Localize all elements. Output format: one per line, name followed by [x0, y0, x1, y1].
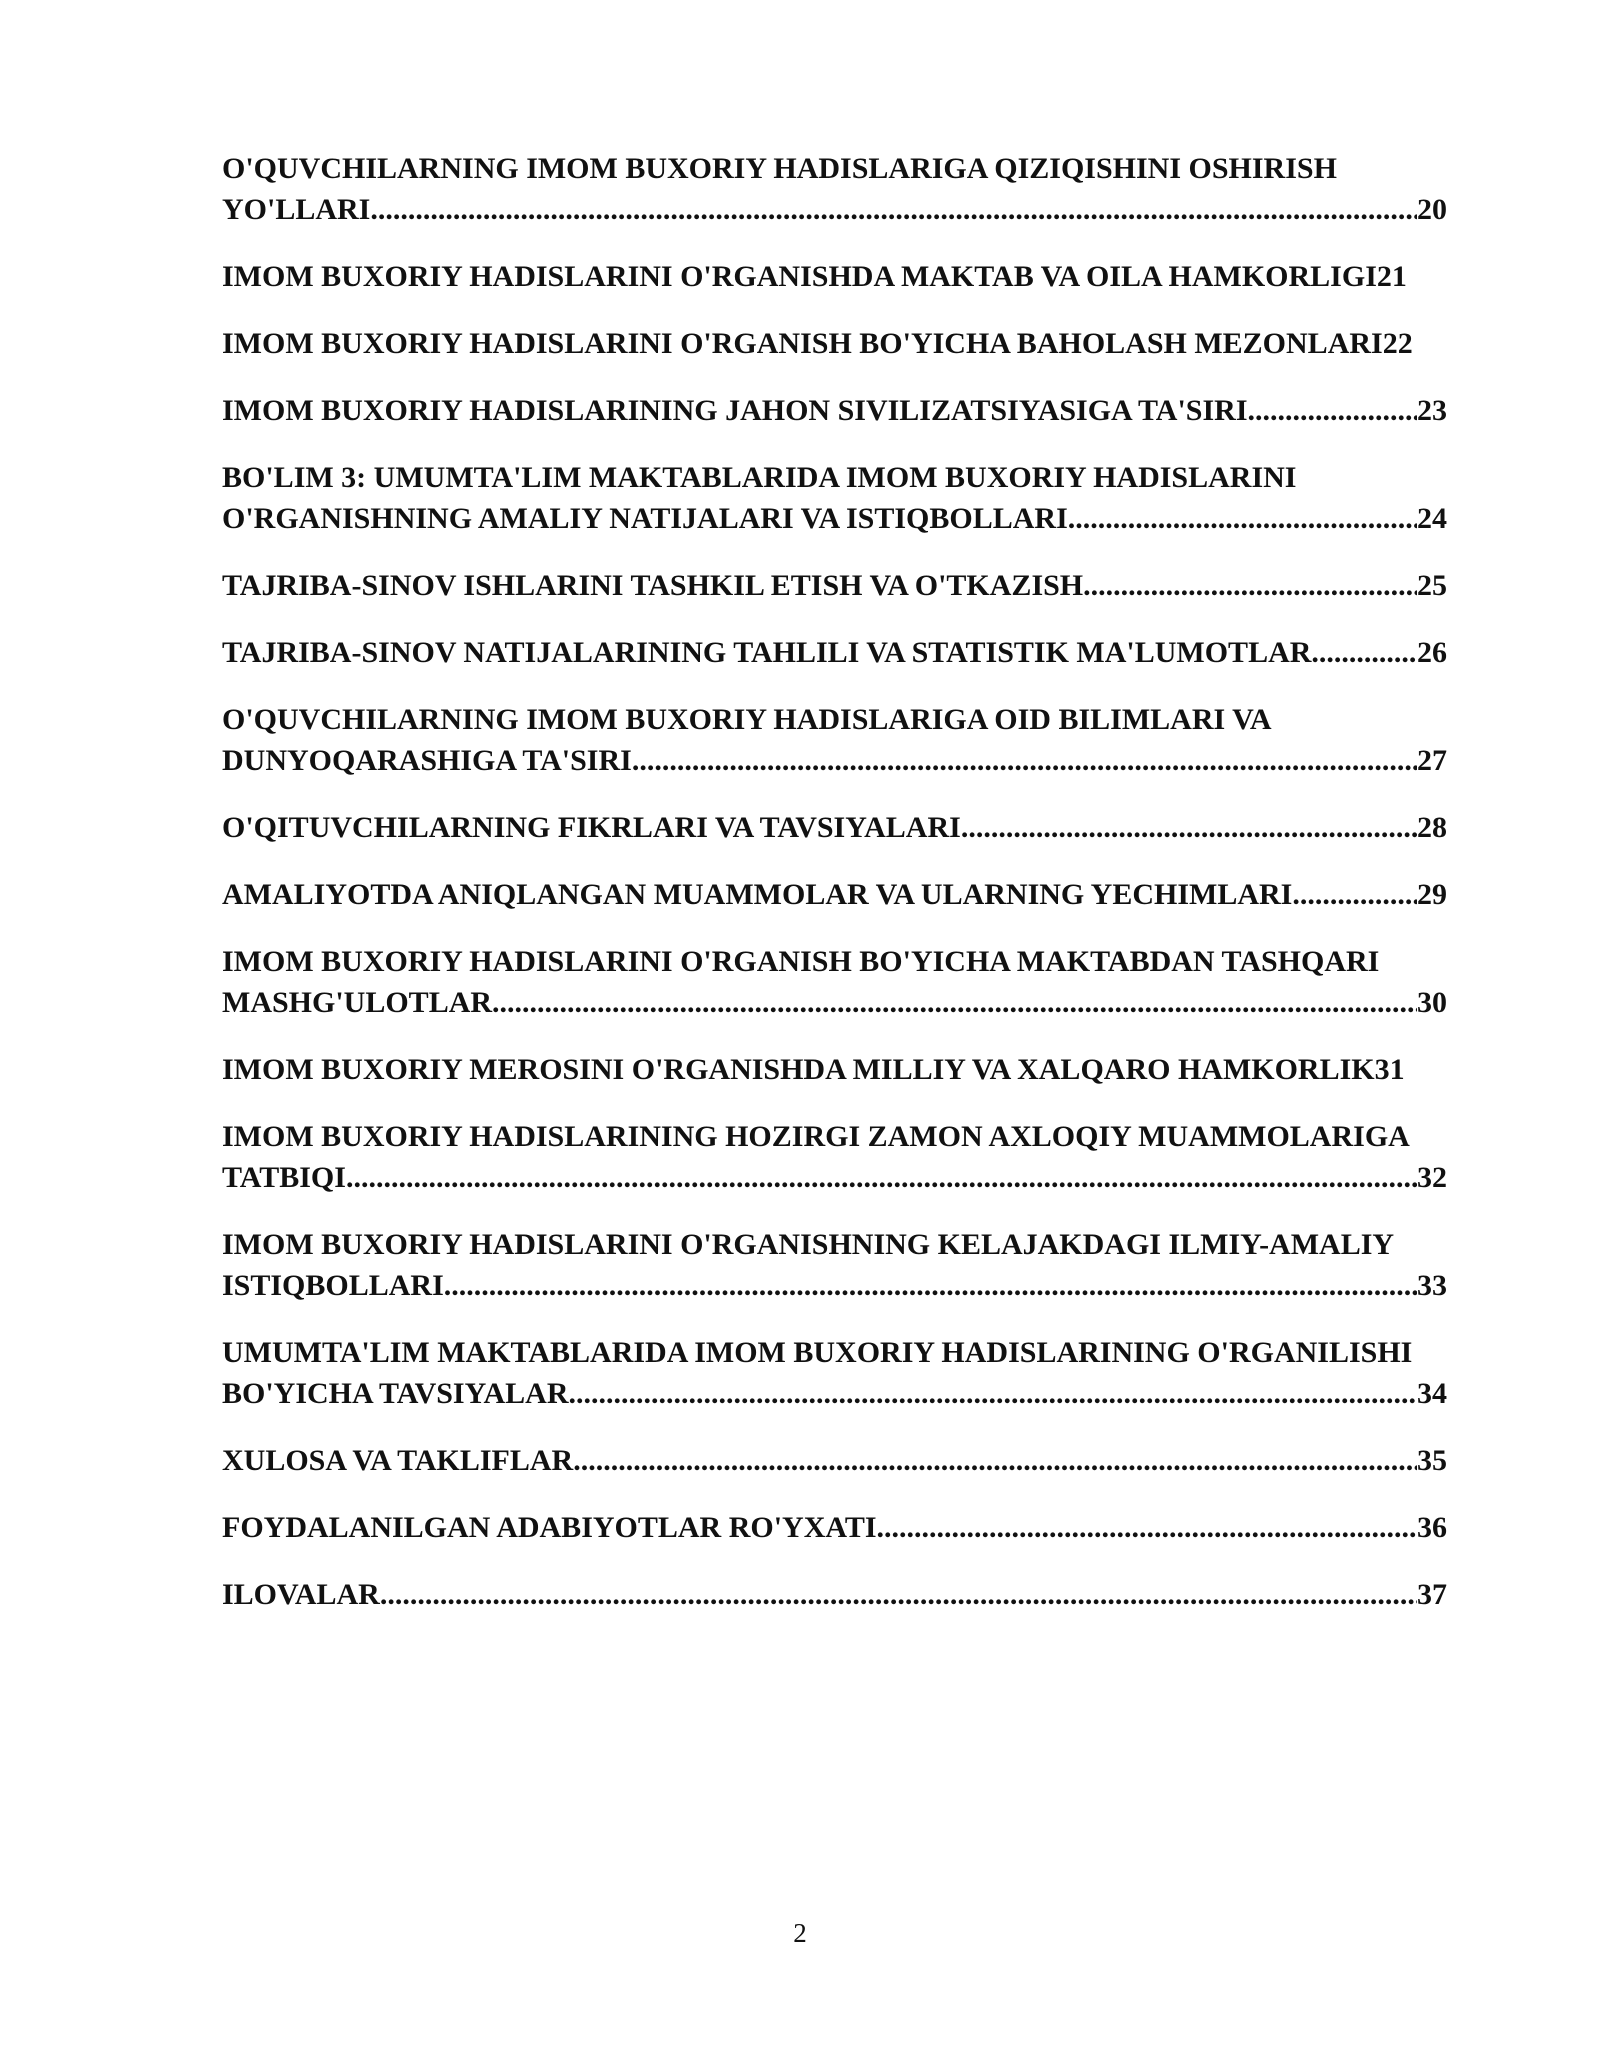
toc-entry-title: IMOM BUXORIY MEROSINI O'RGANISHDA MILLIY VA XALQARO HAMKORLIK — [222, 1053, 1375, 1086]
toc-page-number: 27 — [1417, 744, 1447, 777]
toc-entry-title: ILOVALAR — [222, 1578, 380, 1611]
toc-page-number: 26 — [1417, 636, 1447, 669]
toc-entry-last-line — [222, 498, 1475, 539]
toc-entry[interactable] — [222, 632, 1475, 673]
toc-entry[interactable] — [222, 874, 1475, 915]
toc-entry-last-line — [222, 1265, 1475, 1306]
toc-entry-last-line — [222, 874, 1475, 915]
toc-entry-title-line: O'QUVCHILARNING IMOM BUXORIY HADISLARIGA OID BILIMLARI VA — [222, 703, 1272, 736]
toc-page-number: 31 — [1374, 1053, 1405, 1086]
toc-entry-last-line — [222, 1049, 1475, 1090]
toc-entry-last-line — [222, 1157, 1475, 1198]
toc-entry[interactable] — [222, 1440, 1475, 1481]
toc-entry-last-line — [222, 1507, 1475, 1548]
toc-entry-last-line — [222, 632, 1475, 673]
toc-entry[interactable] — [222, 390, 1475, 431]
toc-page-number: 20 — [1417, 193, 1447, 226]
dot-leader — [1248, 390, 1417, 431]
toc-entry-last-line — [222, 740, 1475, 781]
toc-entry-last-line — [222, 390, 1475, 431]
dot-leader — [492, 982, 1417, 1023]
toc-page-number: 34 — [1417, 1377, 1447, 1410]
toc-entry-last-line — [222, 256, 1475, 297]
toc-entry-last-line — [222, 807, 1475, 848]
toc-entry-last-line — [222, 1440, 1475, 1481]
toc-entry-title: IMOM BUXORIY HADISLARINING JAHON SIVILIZATSIYASIGA TA'SIRI — [222, 394, 1248, 427]
dot-leader — [573, 1440, 1417, 1481]
toc-page-number: 21 — [1376, 260, 1407, 293]
toc-entry-last-line — [222, 1373, 1475, 1414]
dot-leader — [380, 1574, 1417, 1615]
page-number: 2 — [793, 1918, 807, 1948]
toc-entry-title-line: O'QUVCHILARNING IMOM BUXORIY HADISLARIGA QIZIQISHINI OSHIRISH — [222, 152, 1337, 185]
dot-leader — [632, 740, 1417, 781]
toc-entry-title: FOYDALANILGAN ADABIYOTLAR RO'YXATI — [222, 1511, 877, 1544]
toc-entry-last-line — [222, 1574, 1475, 1615]
dot-leader — [961, 807, 1417, 848]
dot-leader — [444, 1265, 1417, 1306]
toc-entry-title: AMALIYOTDA ANIQLANGAN MUAMMOLAR VA ULARNING YECHIMLARI — [222, 878, 1293, 911]
dot-leader — [1311, 632, 1417, 673]
toc-entry[interactable] — [222, 699, 1475, 781]
toc-entry[interactable] — [222, 323, 1475, 364]
toc-entry-title-line: IMOM BUXORIY HADISLARINI O'RGANISHNING KELAJAKDAGI ILMIY-AMALIY — [222, 1228, 1395, 1261]
toc-page-number: 25 — [1417, 569, 1447, 602]
toc-entry-title: IMOM BUXORIY HADISLARINI O'RGANISHDA MAKTAB VA OILA HAMKORLIGI — [222, 260, 1377, 293]
toc-page-number: 24 — [1417, 502, 1447, 535]
toc-entry-title: TAJRIBA-SINOV NATIJALARINING TAHLILI VA STATISTIK MA'LUMOTLAR — [222, 636, 1312, 669]
toc-entry-title: ISTIQBOLLARI — [222, 1269, 444, 1302]
toc-entry[interactable] — [222, 1116, 1475, 1198]
toc-entry[interactable] — [222, 1332, 1475, 1414]
toc-entry-last-line — [222, 565, 1475, 606]
toc-entry[interactable] — [222, 148, 1475, 230]
toc-entry-last-line — [222, 982, 1475, 1023]
dot-leader — [1083, 565, 1417, 606]
toc-page-number: 30 — [1417, 986, 1447, 1019]
toc-page-number: 35 — [1417, 1444, 1447, 1477]
toc-entry-title: BO'YICHA TAVSIYALAR — [222, 1377, 569, 1410]
toc-page-number: 36 — [1417, 1511, 1447, 1544]
toc-entry-title: MASHG'ULOTLAR — [222, 986, 493, 1019]
toc-entry[interactable] — [222, 1507, 1475, 1548]
toc-entry-title: TAJRIBA-SINOV ISHLARINI TASHKIL ETISH VA O'TKAZISH — [222, 569, 1084, 602]
toc-page-number: 32 — [1417, 1161, 1447, 1194]
toc-entry-title-line: BO'LIM 3: UMUMTA'LIM MAKTABLARIDA IMOM BUXORIY HADISLARINI — [222, 461, 1297, 494]
toc-entry-title: XULOSA VA TAKLIFLAR — [222, 1444, 574, 1477]
toc-entry-title-line: UMUMTA'LIM MAKTABLARIDA IMOM BUXORIY HADISLARINING O'RGANILISHI — [222, 1336, 1413, 1369]
toc-entry-title: TATBIQI — [222, 1161, 346, 1194]
toc-entry-title-line: IMOM BUXORIY HADISLARINI O'RGANISH BO'YICHA MAKTABDAN TASHQARI — [222, 945, 1380, 978]
dot-leader — [370, 189, 1417, 230]
toc-page-number: 28 — [1417, 811, 1447, 844]
toc-page-number: 23 — [1417, 394, 1447, 427]
toc-entry[interactable] — [222, 807, 1475, 848]
toc-page-number: 29 — [1417, 878, 1447, 911]
toc-entry-last-line — [222, 323, 1475, 364]
toc-entry[interactable] — [222, 1224, 1475, 1306]
dot-leader — [569, 1373, 1417, 1414]
toc-page-number: 33 — [1417, 1269, 1447, 1302]
dot-leader — [1292, 874, 1417, 915]
toc-entry[interactable] — [222, 1049, 1475, 1090]
toc-entry[interactable] — [222, 565, 1475, 606]
toc-entry-title: DUNYOQARASHIGA TA'SIRI — [222, 744, 632, 777]
toc-page-number: 37 — [1417, 1578, 1447, 1611]
toc-entry[interactable] — [222, 457, 1475, 539]
toc-page-number: 22 — [1382, 327, 1413, 360]
dot-leader — [877, 1507, 1417, 1548]
toc-entry-title: YO'LLARI — [222, 193, 371, 226]
toc-entry[interactable] — [222, 256, 1475, 297]
toc-entry[interactable] — [222, 1574, 1475, 1615]
table-of-contents — [222, 148, 1475, 1641]
dot-leader — [346, 1157, 1417, 1198]
toc-entry-title: O'QITUVCHILARNING FIKRLARI VA TAVSIYALARI — [222, 811, 961, 844]
toc-entry-title-line: IMOM BUXORIY HADISLARINING HOZIRGI ZAMON AXLOQIY MUAMMOLARIGA — [222, 1120, 1410, 1153]
toc-entry[interactable] — [222, 941, 1475, 1023]
toc-entry-last-line — [222, 189, 1475, 230]
dot-leader — [1068, 498, 1417, 539]
toc-entry-title: IMOM BUXORIY HADISLARINI O'RGANISH BO'YICHA BAHOLASH MEZONLARI — [222, 327, 1383, 360]
toc-entry-title: O'RGANISHNING AMALIY NATIJALARI VA ISTIQBOLLARI — [222, 502, 1068, 535]
